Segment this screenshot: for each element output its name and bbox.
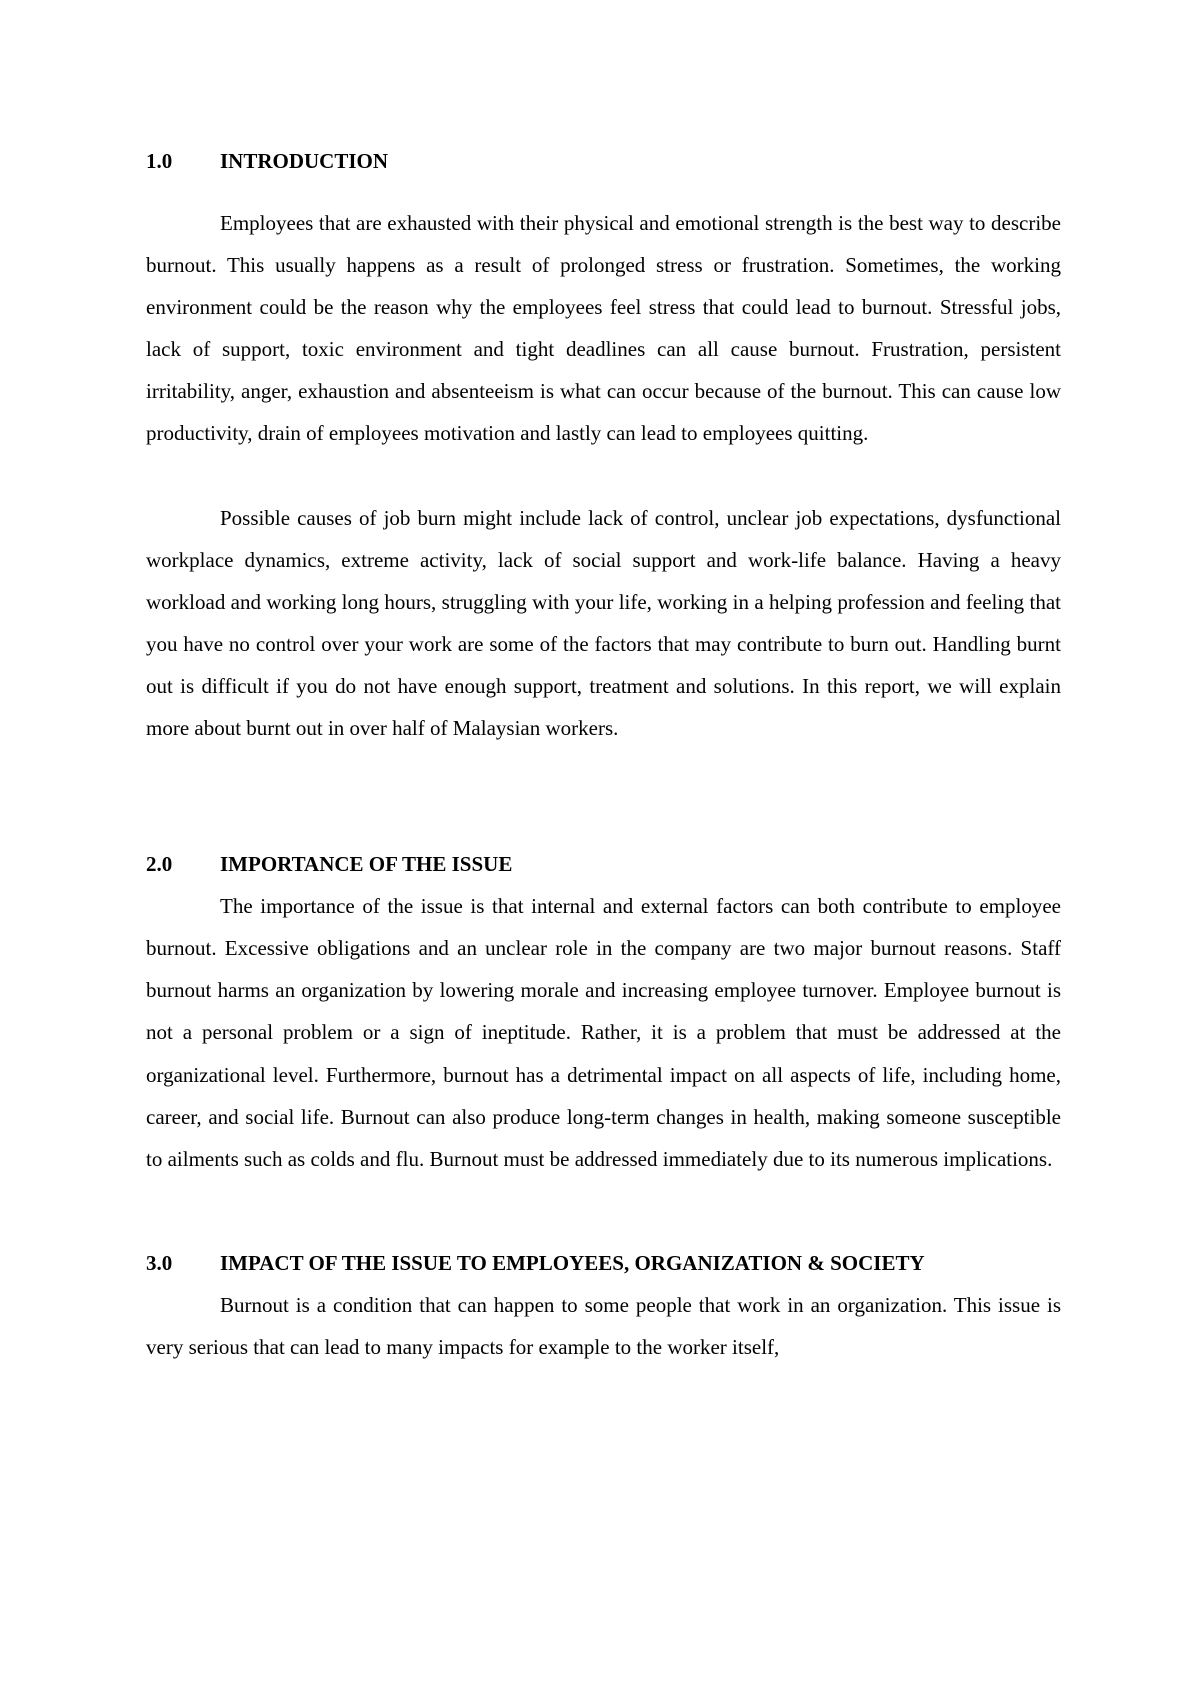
section-title: INTRODUCTION xyxy=(220,149,389,173)
section-number: 2.0 xyxy=(146,852,173,877)
section-number: 3.0 xyxy=(146,1250,173,1275)
section-heading-importance xyxy=(146,843,1061,885)
document-body xyxy=(146,140,1061,1368)
section-number: 1.0 xyxy=(146,149,173,173)
section-heading-introduction xyxy=(146,140,1061,182)
section-heading-impact xyxy=(146,1242,1061,1284)
impact-paragraph-1: Burnout is a condition that can happen to some people that work in an organization. This issue is very serious that can lead to many impacts for example to the worker itself, xyxy=(146,1292,1061,1359)
section-title: IMPORTANCE OF THE ISSUE xyxy=(220,852,513,877)
introduction-paragraph-1: Employees that are exhausted with their physical and emotional strength is the best way to describe burnout. This usually happens as a result of prolonged stress or frustration. Sometimes, the working environment could be the reason why the employees feel stress that could lead to burnout. Stressful jobs, lack of support, toxic environment and tight deadlines can all cause burnout. Frustration, persistent irritability, anger, exhaustion and absenteeism is what can occur because of the burnout. This can cause low productivity, drain of employees motivation and lastly can lead to employees quitting. xyxy=(146,211,1061,446)
importance-paragraph-1: The importance of the issue is that internal and external factors can both contribute to employee burnout. Excessive obligations and an unclear role in the company are two major burnout reasons. Staff burnout harms an organization by lowering morale and increasing employee turnover. Employee burnout is not a personal problem or a sign of ineptitude. Rather, it is a problem that must be addressed at the organizational level. Furthermore, burnout has a detrimental impact on all aspects of life, including home, career, and social life. Burnout can also produce long-term changes in health, making someone susceptible to ailments such as colds and flu. Burnout must be addressed immediately due to its numerous implications. xyxy=(146,894,1061,1171)
introduction-paragraph-2: Possible causes of job burn might include lack of control, unclear job expectations, dysfunctional workplace dynamics, extreme activity, lack of social support and work-life balance. Having a heavy workload and working long hours, struggling with your life, working in a helping profession and feeling that you have no control over your work are some of the factors that may contribute to burn out. Handling burnt out is difficult if you do not have enough support, treatment and solutions. In this report, we will explain more about burnt out in over half of Malaysian workers. xyxy=(146,505,1061,741)
section-title: IMPACT OF THE ISSUE TO EMPLOYEES, ORGANIZATION & SOCIETY xyxy=(220,1250,925,1275)
